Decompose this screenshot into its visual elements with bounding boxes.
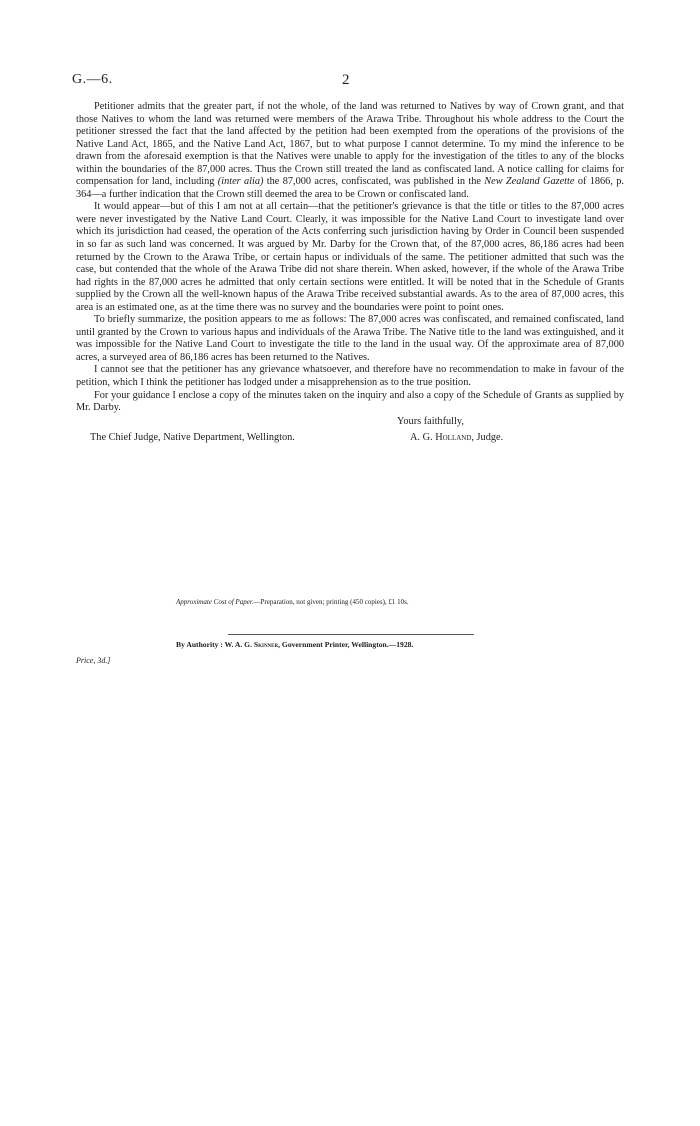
document-reference: G.—6. (72, 72, 113, 87)
cost-of-paper (176, 598, 409, 606)
paragraph-2: It would appear—but of this I am not at all certain—that the petitioner's grievance is that the title or titles to the 87,000 acres were never investigated by the Native Land Court. Clearly, it was impossible for the Native Land Court to investigate land over which its jurisdiction had ceased, the operation of the Acts conferring such jurisdiction having by Order in Council been suspended in so far as such land was concerned. It was argued by Mr. Darby for the Crown that, of the 87,000 acres, 86,186 acres had been returned by the Crown to the Arawa Tribe, or certain hapus or individuals of the same. The petitioner admitted that such was the case, but contended that the whole of the Arawa Tribe did not share therein. When asked, however, if the whole of the Arawa Tribe had rights in the 87,000 acres he admitted that only certain sections were entitled. It will be noted that in the Schedule of Grants supplied by the Crown all the well-known hapus of the Arawa Tribe received substantial awards. As to the area of 87,000 acres, this area is an estimated one, as at the time there was no survey and the boundaries were point to point ones. (76, 201, 624, 313)
signature-initials: A. G. (410, 431, 433, 443)
valediction: Yours faithfully, (397, 415, 464, 427)
signature-title: , Judge. (471, 431, 504, 443)
paragraph-1-gazette: New Zealand Gazette (484, 176, 575, 188)
letter-closing (76, 415, 624, 455)
page-header (72, 72, 624, 90)
page-number: 2 (342, 72, 350, 88)
authority-label: By Authority : (176, 640, 223, 649)
authority-rest: , Government Printer, Wellington.—1928. (278, 640, 414, 649)
price: Price, 3d.] (76, 656, 111, 665)
paragraph-1 (76, 101, 624, 201)
authority-initials: W. A. G. (224, 640, 252, 649)
printing-authority (176, 640, 413, 649)
addressee: The Chief Judge, Native Department, Wellington. (90, 431, 295, 443)
authority-printer: Skinner (253, 640, 279, 649)
paragraph-1-text: Petitioner admits that the greater part, if not the whole, of the land was returned to Natives by way of Crown grant, and that those Natives to whom the land was returned were members of the Arawa Tribe. Throughout his whole address to the Court the petitioner stressed the fact that the land affected by the petition had been exempted from the operations of the provisions of the Native Land Act, 1865, and the Native Land Act, 1867, but to what purpose I cannot determine. To my mind the inference to be drawn from the aforesaid exemption is that the Natives were unable to apply for the investigation of the titles to any of the blocks within the boundaries of the 87,000 acres. Thus the Crown still treated the land as confiscated land. A notice calling for claims for compensation for land, including (76, 101, 624, 188)
signature-surname: Holland (435, 431, 472, 443)
paragraph-3: To briefly summarize, the position appears to me as follows: The 87,000 acres was confiscated, and remained confiscated, land until granted by the Crown to various hapus and individuals of the Arawa Tribe. The Native title to the land was extinguished, and it was impossible for the Native Land Court to investigate the title to the land in the usual way. Of the approximate area of 87,000 acres, a surveyed area of 86,186 acres has been returned to the Natives. (76, 314, 624, 363)
paragraph-5: For your guidance I enclose a copy of the minutes taken on the inquiry and also a copy of the Schedule of Grants as supplied by Mr. Darby. (76, 389, 624, 414)
footer-rule (228, 634, 474, 635)
paragraph-1-inter-alia: (inter alia) (217, 176, 264, 188)
letter-body (76, 101, 624, 455)
paragraph-4: I cannot see that the petitioner has any grievance whatsoever, and therefore have no recommendation to make in favour of the petition, which I think the petitioner has lodged under a misapprehension as to the true position. (76, 364, 624, 389)
cost-label: Approximate Cost of Paper. (176, 598, 254, 606)
cost-text: —Preparation, not given; printing (450 copies), £1 10s. (253, 598, 409, 606)
signature (410, 432, 503, 443)
paragraph-1-middle: the 87,000 acres, confiscated, was published in the (266, 176, 481, 188)
paragraph-1-end: of 1866, p. 364—a further indication that the Crown still deemed the area to be Crown or confiscated land. (76, 176, 624, 200)
